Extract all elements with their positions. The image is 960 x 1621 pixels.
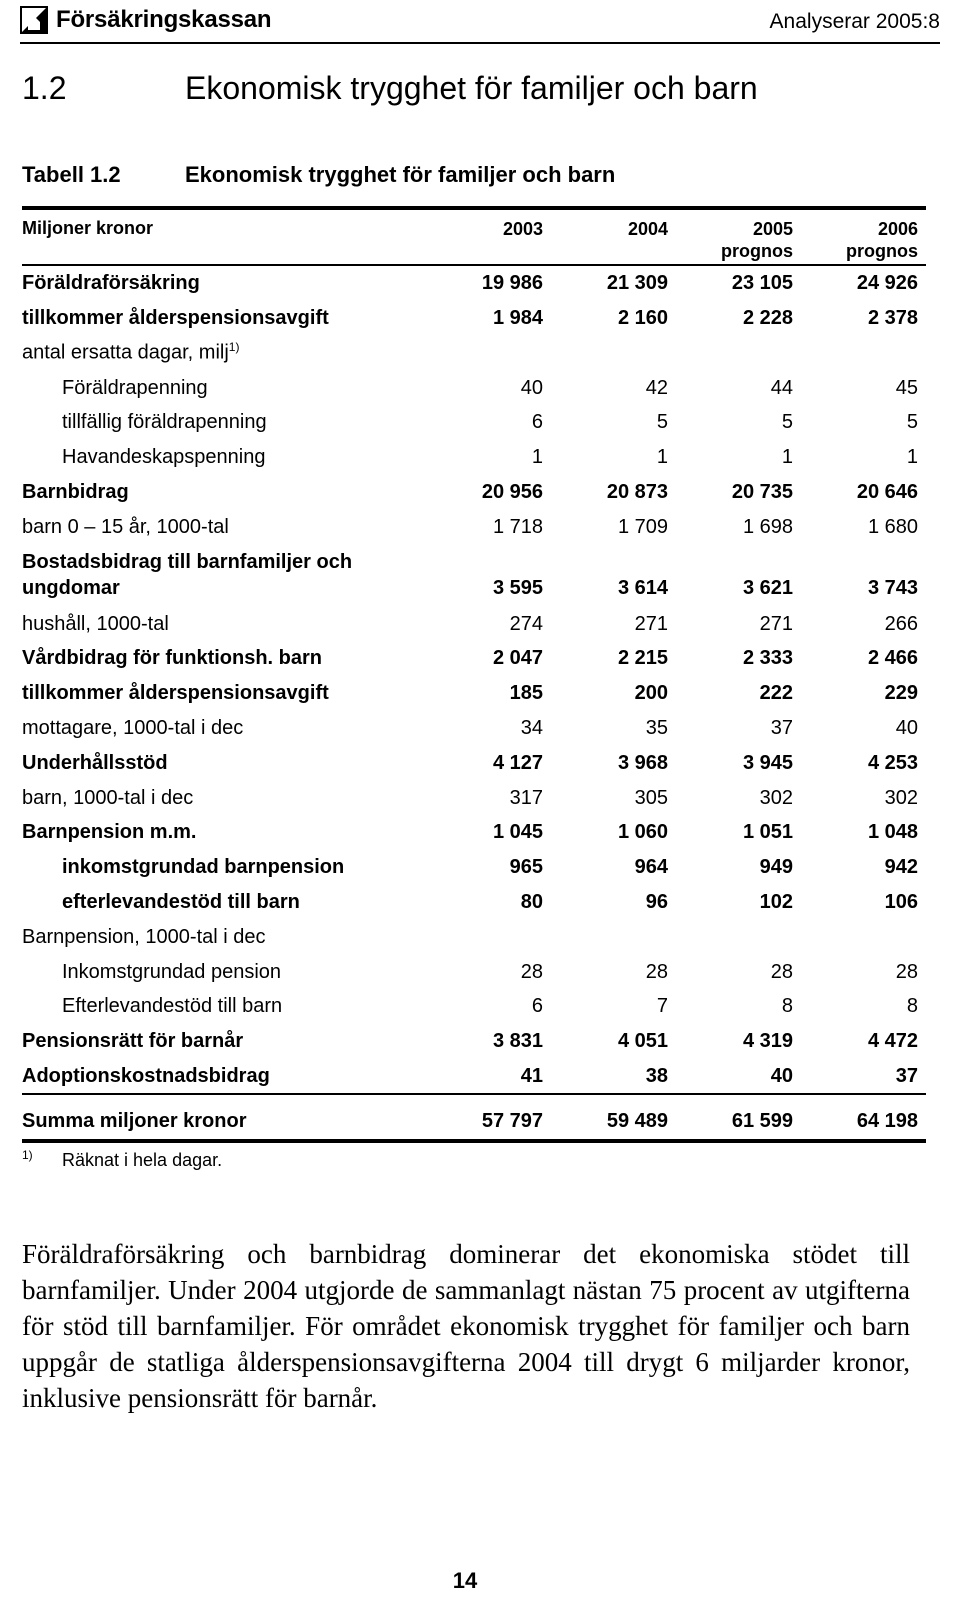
cell-2005: 44 [770, 376, 793, 399]
total-value-2006: 64 198 [856, 1109, 918, 1132]
row-label: Vårdbidrag för funktionsh. barn [22, 647, 323, 670]
table-caption-title: Ekonomisk trygghet för familjer och barn [185, 162, 616, 187]
cell-2004: 96 [645, 891, 668, 914]
cell-2006: 266 [884, 612, 918, 635]
section-number: 1.2 [22, 70, 67, 106]
cell-2006: 302 [884, 786, 918, 809]
cell-2004: 4 051 [617, 1030, 668, 1053]
cell-2003: 274 [509, 612, 543, 635]
section-title: Ekonomisk trygghet för familjer och barn [185, 70, 758, 106]
row-label: Barnpension m.m. [22, 821, 197, 844]
cell-2006: 2 378 [867, 307, 918, 330]
table-row [22, 1023, 926, 1058]
row-label: Föräldrapenning [62, 376, 208, 399]
table-row [22, 675, 926, 710]
row-label: tillkommer ålderspensionsavgift [22, 307, 329, 330]
cell-2003: 965 [509, 856, 543, 879]
row-label: Barnbidrag [22, 481, 129, 504]
cell-2003: 80 [520, 891, 543, 914]
table-row [22, 544, 926, 606]
table-row [22, 710, 926, 745]
table-caption [22, 162, 615, 188]
cell-2006: 37 [895, 1065, 918, 1088]
unit-header: Miljoner kronor [22, 218, 154, 238]
cell-2003: 20 956 [481, 481, 543, 504]
cell-2005: 3 621 [742, 576, 793, 599]
cell-2004: 20 873 [606, 481, 668, 504]
row-label: tillfällig föräldrapenning [62, 411, 267, 434]
cell-2003: 40 [520, 376, 543, 399]
cell-2005: 271 [759, 612, 793, 635]
cell-2003: 317 [509, 786, 543, 809]
total-value-2005: 61 599 [731, 1109, 793, 1132]
table-row [22, 780, 926, 815]
cell-2005: 1 051 [742, 821, 793, 844]
cell-2006: 4 253 [867, 751, 918, 774]
cell-2004: 200 [634, 682, 668, 705]
cell-2006: 229 [884, 682, 918, 705]
col-header-2004: 2004 [627, 219, 668, 239]
cell-2004: 35 [645, 717, 668, 740]
table-row [22, 641, 926, 676]
cell-2004: 38 [645, 1065, 668, 1088]
cell-2003: 28 [520, 960, 543, 983]
cell-2003: 3 595 [492, 576, 543, 599]
col-header-2003: 2003 [502, 219, 543, 239]
cell-2005: 302 [759, 786, 793, 809]
footnote-text: Räknat i hela dagar. [62, 1150, 223, 1170]
table-row [22, 405, 926, 440]
footnote-marker: 1) [22, 1148, 33, 1162]
cell-2003: 1 [531, 446, 543, 469]
cell-2006: 1 048 [867, 821, 918, 844]
table-row [22, 849, 926, 884]
table-row [22, 884, 926, 919]
publication-label: Analyserar 2005:8 [769, 10, 940, 33]
cell-2004: 3 614 [617, 576, 668, 599]
row-label: Havandeskapspenning [62, 446, 266, 469]
section-heading [22, 70, 758, 107]
cell-2006: 4 472 [867, 1030, 918, 1053]
cell-2006: 40 [895, 717, 918, 740]
cell-2004: 1 709 [617, 515, 668, 538]
cell-2006: 45 [895, 376, 918, 399]
cell-2004: 3 968 [617, 751, 668, 774]
cell-2004: 42 [645, 376, 668, 399]
table-header-row [22, 210, 926, 264]
cell-2005: 2 228 [742, 307, 793, 330]
cell-2006: 106 [884, 891, 918, 914]
row-label: Adoptionskostnadsbidrag [22, 1065, 270, 1088]
row-label: Inkomstgrundad pension [62, 960, 282, 983]
table-body [22, 266, 926, 1094]
cell-2003: 34 [520, 717, 543, 740]
table-row [22, 745, 926, 780]
cell-2005: 8 [781, 995, 793, 1018]
table-row [22, 509, 926, 544]
cell-2005: 28 [770, 960, 793, 983]
cell-2005: 40 [770, 1065, 793, 1088]
row-label: Efterlevandestöd till barn [62, 995, 283, 1018]
cell-2004: 7 [656, 995, 668, 1018]
col-header-2005: 2005 prognos [721, 219, 793, 261]
table-footnote [22, 1148, 222, 1171]
row-label: hushåll, 1000-tal [22, 612, 169, 635]
table-row [22, 300, 926, 335]
cell-2004: 21 309 [606, 272, 668, 295]
row-label: barn 0 – 15 år, 1000-tal [22, 515, 229, 538]
house-logo-icon [20, 6, 48, 34]
cell-2004: 2 215 [617, 647, 668, 670]
total-row [22, 1095, 926, 1139]
brand-name: Försäkringskassan [56, 6, 272, 33]
table-row [22, 474, 926, 509]
cell-2005: 4 319 [742, 1030, 793, 1053]
total-value-2004: 59 489 [606, 1109, 668, 1132]
table-row [22, 266, 926, 301]
cell-2003: 185 [509, 682, 543, 705]
cell-2003: 2 047 [492, 647, 543, 670]
brand-logo [20, 6, 271, 34]
total-label: Summa miljoner kronor [22, 1109, 247, 1132]
cell-2005: 5 [781, 411, 793, 434]
data-table [22, 206, 926, 1143]
row-label: barn, 1000-tal i dec [22, 786, 194, 809]
row-label: Föräldraförsäkring [22, 272, 200, 295]
row-label: Bostadsbidrag till barnfamiljer och ungdomar [22, 550, 353, 599]
cell-2006: 8 [906, 995, 918, 1018]
cell-2003: 6 [531, 995, 543, 1018]
cell-2005: 1 698 [742, 515, 793, 538]
cell-2005: 2 333 [742, 647, 793, 670]
row-label: inkomstgrundad barnpension [62, 856, 345, 879]
row-label: Pensionsrätt för barnår [22, 1030, 244, 1053]
row-label: mottagare, 1000-tal i dec [22, 717, 244, 740]
page-header [20, 6, 940, 42]
cell-2006: 3 743 [867, 576, 918, 599]
cell-2006: 24 926 [856, 272, 918, 295]
cell-2003: 1 718 [492, 515, 543, 538]
cell-2005: 3 945 [742, 751, 793, 774]
row-label: Underhållsstöd [22, 751, 168, 774]
cell-2005: 1 [781, 446, 793, 469]
cell-2006: 20 646 [856, 481, 918, 504]
cell-2006: 2 466 [867, 647, 918, 670]
cell-2005: 222 [759, 682, 793, 705]
header-divider [20, 42, 940, 44]
table-caption-label: Tabell 1.2 [22, 162, 121, 187]
cell-2005: 102 [759, 891, 793, 914]
cell-2004: 2 160 [617, 307, 668, 330]
page-number: 14 [452, 1568, 478, 1593]
row-label: tillkommer ålderspensionsavgift [22, 682, 329, 705]
table-bottom-rule [22, 1139, 926, 1143]
cell-2003: 1 045 [492, 821, 543, 844]
cell-2004: 271 [634, 612, 668, 635]
cell-2006: 1 680 [867, 515, 918, 538]
row-label: Barnpension, 1000-tal i dec [22, 925, 266, 948]
table-row [22, 606, 926, 641]
cell-2003: 41 [520, 1065, 543, 1088]
col-header-2006: 2006 prognos [846, 219, 918, 261]
cell-2004: 1 060 [617, 821, 668, 844]
table-row [22, 989, 926, 1024]
footnote-ref: 1) [228, 340, 240, 355]
table-row [22, 954, 926, 989]
table-row [22, 370, 926, 405]
cell-2006: 28 [895, 960, 918, 983]
cell-2003: 6 [531, 411, 543, 434]
cell-2006: 5 [906, 411, 918, 434]
body-paragraph: Föräldraförsäkring och barnbidrag dominerar det ekonomiska stödet till barnfamiljer. Under 2004 utgjorde de sammanlagt nästan 75 procent av utgifterna för stöd till barnfamiljer. För området ekonomisk trygghet för familjer och barn uppgår de statliga ålderspensionsavgifterna 2004 till drygt 6 miljarder kronor, inklusive pensionsrätt för barnår. [22, 1239, 910, 1413]
table-row [22, 815, 926, 850]
cell-2004: 964 [634, 856, 668, 879]
cell-2003: 3 831 [492, 1030, 543, 1053]
cell-2004: 305 [634, 786, 668, 809]
cell-2005: 23 105 [731, 272, 793, 295]
cell-2003: 4 127 [492, 751, 543, 774]
cell-2005: 37 [770, 717, 793, 740]
total-value-2003: 57 797 [481, 1109, 543, 1132]
table-row [22, 335, 926, 370]
cell-2006: 1 [906, 446, 918, 469]
row-label: efterlevandestöd till barn [62, 891, 300, 914]
table-row [22, 439, 926, 474]
row-label: antal ersatta dagar, milj$^{1)}$ [22, 340, 240, 364]
table-row [22, 919, 926, 954]
cell-2005: 949 [759, 856, 793, 879]
cell-2003: 1 984 [492, 307, 543, 330]
cell-2004: 5 [656, 411, 668, 434]
cell-2003: 19 986 [481, 272, 543, 295]
cell-2004: 28 [645, 960, 668, 983]
cell-2004: 1 [656, 446, 668, 469]
cell-2006: 942 [884, 856, 918, 879]
cell-2005: 20 735 [731, 481, 793, 504]
table-row [22, 1058, 926, 1093]
